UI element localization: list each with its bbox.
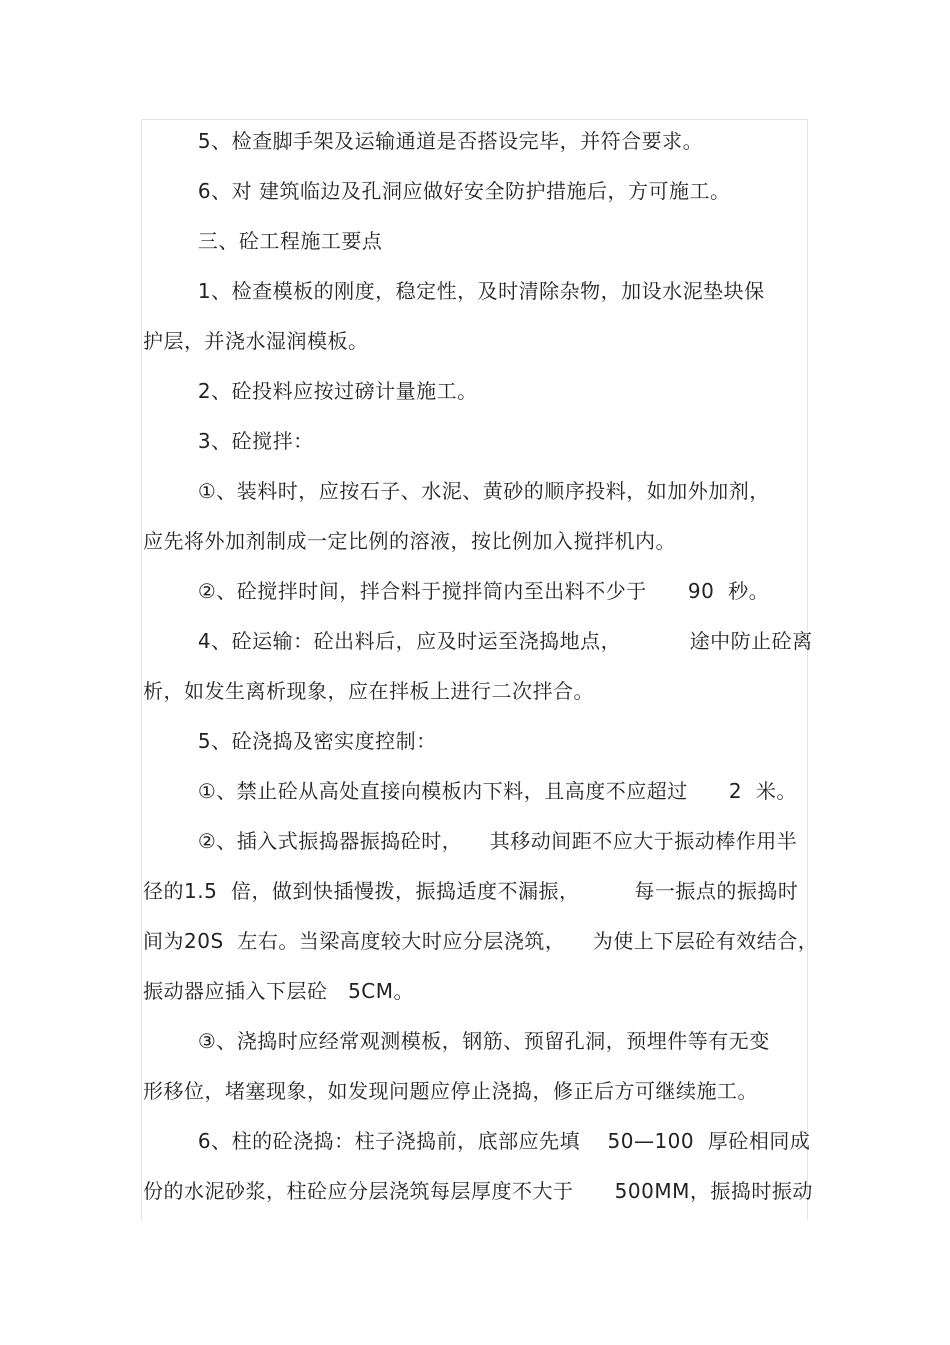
text-line: ①、禁止砼从高处直接向模板内下料，且高度不应超过 2 米。 <box>143 779 797 803</box>
text-line: 1、检查模板的刚度，稳定性，及时清除杂物，加设水泥垫块保 <box>143 279 765 303</box>
text-line: 3、砼搅拌： <box>143 429 314 453</box>
text-line: 份的水泥砂浆，柱砼应分层浇筑每层厚度不大于 500MM，振捣时振动 <box>143 1179 813 1203</box>
text-line: 护层，并浇水湿润模板。 <box>143 329 369 353</box>
text-line: 间为20S 左右。当梁高度较大时应分层浇筑， 为使上下层砼有效结合， <box>143 929 819 953</box>
text-line: 6、柱的砼浇捣：柱子浇捣前，底部应先填 50—100 厚砼相同成 <box>143 1129 811 1153</box>
text-line: ②、插入式振捣器振捣砼时， 其移动间距不应大于振动棒作用半 <box>143 829 798 853</box>
text-line: 5、检查脚手架及运输通道是否搭设完毕，并符合要求。 <box>143 129 704 153</box>
text-line: 2、砼投料应按过磅计量施工。 <box>143 379 478 403</box>
text-line: 5、砼浇捣及密实度控制： <box>143 729 437 753</box>
text-line: ③、浇捣时应经常观测模板，钢筋、预留孔洞，预埋件等有无变 <box>143 1029 770 1053</box>
text-line: 形移位，堵塞现象，如发现问题应停止浇捣，修正后方可继续施工。 <box>143 1079 758 1103</box>
text-line: 析，如发生离析现象，应在拌板上进行二次拌合。 <box>143 679 594 703</box>
text-line: ①、装料时，应按石子、水泥、黄砂的顺序投料，如加外加剂， <box>143 479 770 503</box>
text-line: 振动器应插入下层砼 5CM。 <box>143 979 415 1003</box>
text-line: 6、对 建筑临边及孔洞应做好安全防护措施后，方可施工。 <box>143 179 731 203</box>
text-line: 4、砼运输：砼出料后，应及时运至浇捣地点， 途中防止砼离 <box>143 629 813 653</box>
text-line: 径的1.5 倍，做到快插慢拨，振捣适度不漏振， 每一振点的振捣时 <box>143 879 799 903</box>
section-heading: 三、砼工程施工要点 <box>143 229 383 253</box>
text-line: 应先将外加剂制成一定比例的溶液，按比例加入搅拌机内。 <box>143 529 676 553</box>
text-line: ②、砼搅拌时间，拌合料于搅拌筒内至出料不少于 90 秒。 <box>143 579 770 603</box>
